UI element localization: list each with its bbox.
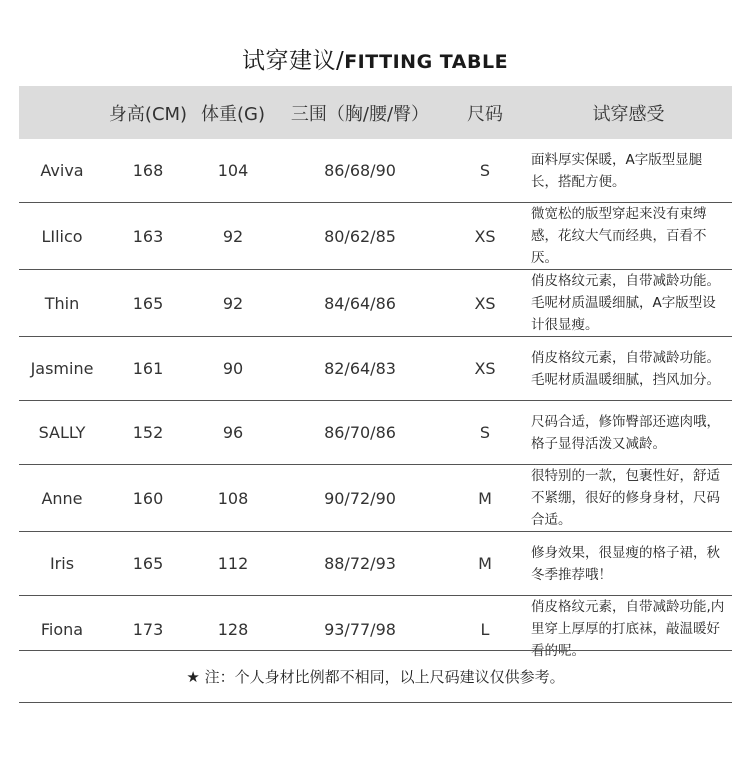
cell-weight: 90 bbox=[191, 337, 275, 401]
cell-height: 165 bbox=[105, 532, 191, 596]
cell-height: 152 bbox=[105, 401, 191, 465]
cell-weight: 112 bbox=[191, 532, 275, 596]
cell-size: L bbox=[445, 596, 525, 663]
table-row bbox=[19, 465, 732, 532]
header-weight: 体重(G) bbox=[191, 86, 275, 139]
cell-name: Fiona bbox=[19, 596, 105, 663]
cell-height: 161 bbox=[105, 337, 191, 401]
cell-measurements: 82/64/83 bbox=[275, 337, 445, 401]
cell-weight: 128 bbox=[191, 596, 275, 663]
table-row bbox=[19, 532, 732, 596]
cell-height: 163 bbox=[105, 203, 191, 270]
cell-measurements: 86/70/86 bbox=[275, 401, 445, 465]
header-row bbox=[19, 86, 732, 139]
cell-size: M bbox=[445, 532, 525, 596]
title-en: FITTING TABLE bbox=[344, 51, 509, 73]
header-comment: 试穿感受 bbox=[525, 86, 732, 139]
cell-size: S bbox=[445, 401, 525, 465]
cell-name: Jasmine bbox=[19, 337, 105, 401]
cell-name: Iris bbox=[19, 532, 105, 596]
cell-size: XS bbox=[445, 203, 525, 270]
table-row bbox=[19, 139, 732, 203]
cell-weight: 104 bbox=[217, 161, 249, 180]
cell-weight: 92 bbox=[191, 270, 275, 337]
cell-name: Thin bbox=[19, 270, 105, 337]
cell-comment: 修身效果，很显瘦的格子裙，秋冬季推荐哦！ bbox=[525, 532, 732, 596]
header-name bbox=[19, 86, 105, 139]
cell-weight: 96 bbox=[191, 401, 275, 465]
header-measurements: 三围（胸/腰/臀） bbox=[275, 86, 445, 139]
cell-name: LIlico bbox=[19, 203, 105, 270]
title-zh: 试穿建议/ bbox=[241, 48, 345, 74]
cell-comment: 俏皮格纹元素，自带减龄功能。毛呢材质温暖细腻，挡风加分。 bbox=[525, 337, 732, 401]
cell-measurements: 84/64/86 bbox=[275, 270, 445, 337]
cell-comment: 微宽松的版型穿起来没有束缚感，花纹大气而经典，百看不厌。 bbox=[525, 203, 732, 270]
cell-measurements: 86/68/90 bbox=[324, 161, 396, 180]
cell-size: XS bbox=[445, 270, 525, 337]
cell-name: Anne bbox=[19, 465, 105, 532]
table-row bbox=[19, 203, 732, 270]
cell-comment: 面料厚实保暖，A字版型显腿长，搭配方便。 bbox=[531, 151, 703, 190]
cell-height: 165 bbox=[105, 270, 191, 337]
cell-name: Aviva bbox=[40, 161, 84, 180]
header-height: 身高(CM) bbox=[105, 86, 191, 139]
cell-weight: 108 bbox=[191, 465, 275, 532]
cell-comment: 俏皮格纹元素，自带减龄功能,内里穿上厚厚的打底袜，敲温暖好看的呢。 bbox=[525, 596, 732, 663]
footnote: ★ 注：个人身材比例都不相同，以上尺码建议仅供参考。 bbox=[19, 650, 732, 703]
cell-weight: 92 bbox=[191, 203, 275, 270]
fitting-table bbox=[19, 86, 732, 662]
cell-height: 160 bbox=[105, 465, 191, 532]
table-row bbox=[19, 337, 732, 401]
cell-comment: 很特别的一款，包裹性好，舒适不紧绷，很好的修身身材，尺码合适。 bbox=[525, 465, 732, 532]
cell-size: XS bbox=[445, 337, 525, 401]
cell-height: 168 bbox=[132, 161, 164, 180]
cell-height: 173 bbox=[105, 596, 191, 663]
table-row bbox=[19, 270, 732, 337]
table-row bbox=[19, 401, 732, 465]
cell-measurements: 93/77/98 bbox=[275, 596, 445, 663]
cell-size: S bbox=[479, 161, 491, 180]
cell-measurements: 80/62/85 bbox=[275, 203, 445, 270]
cell-measurements: 88/72/93 bbox=[275, 532, 445, 596]
page-title bbox=[0, 42, 750, 75]
cell-comment: 俏皮格纹元素，自带减龄功能。毛呢材质温暖细腻，A字版型设计很显瘦。 bbox=[525, 270, 732, 337]
cell-measurements: 90/72/90 bbox=[275, 465, 445, 532]
cell-comment: 尺码合适，修饰臀部还遮肉哦，格子显得活泼又减龄。 bbox=[525, 401, 732, 465]
cell-name: SALLY bbox=[19, 401, 105, 465]
cell-size: M bbox=[445, 465, 525, 532]
header-size: 尺码 bbox=[445, 86, 525, 139]
